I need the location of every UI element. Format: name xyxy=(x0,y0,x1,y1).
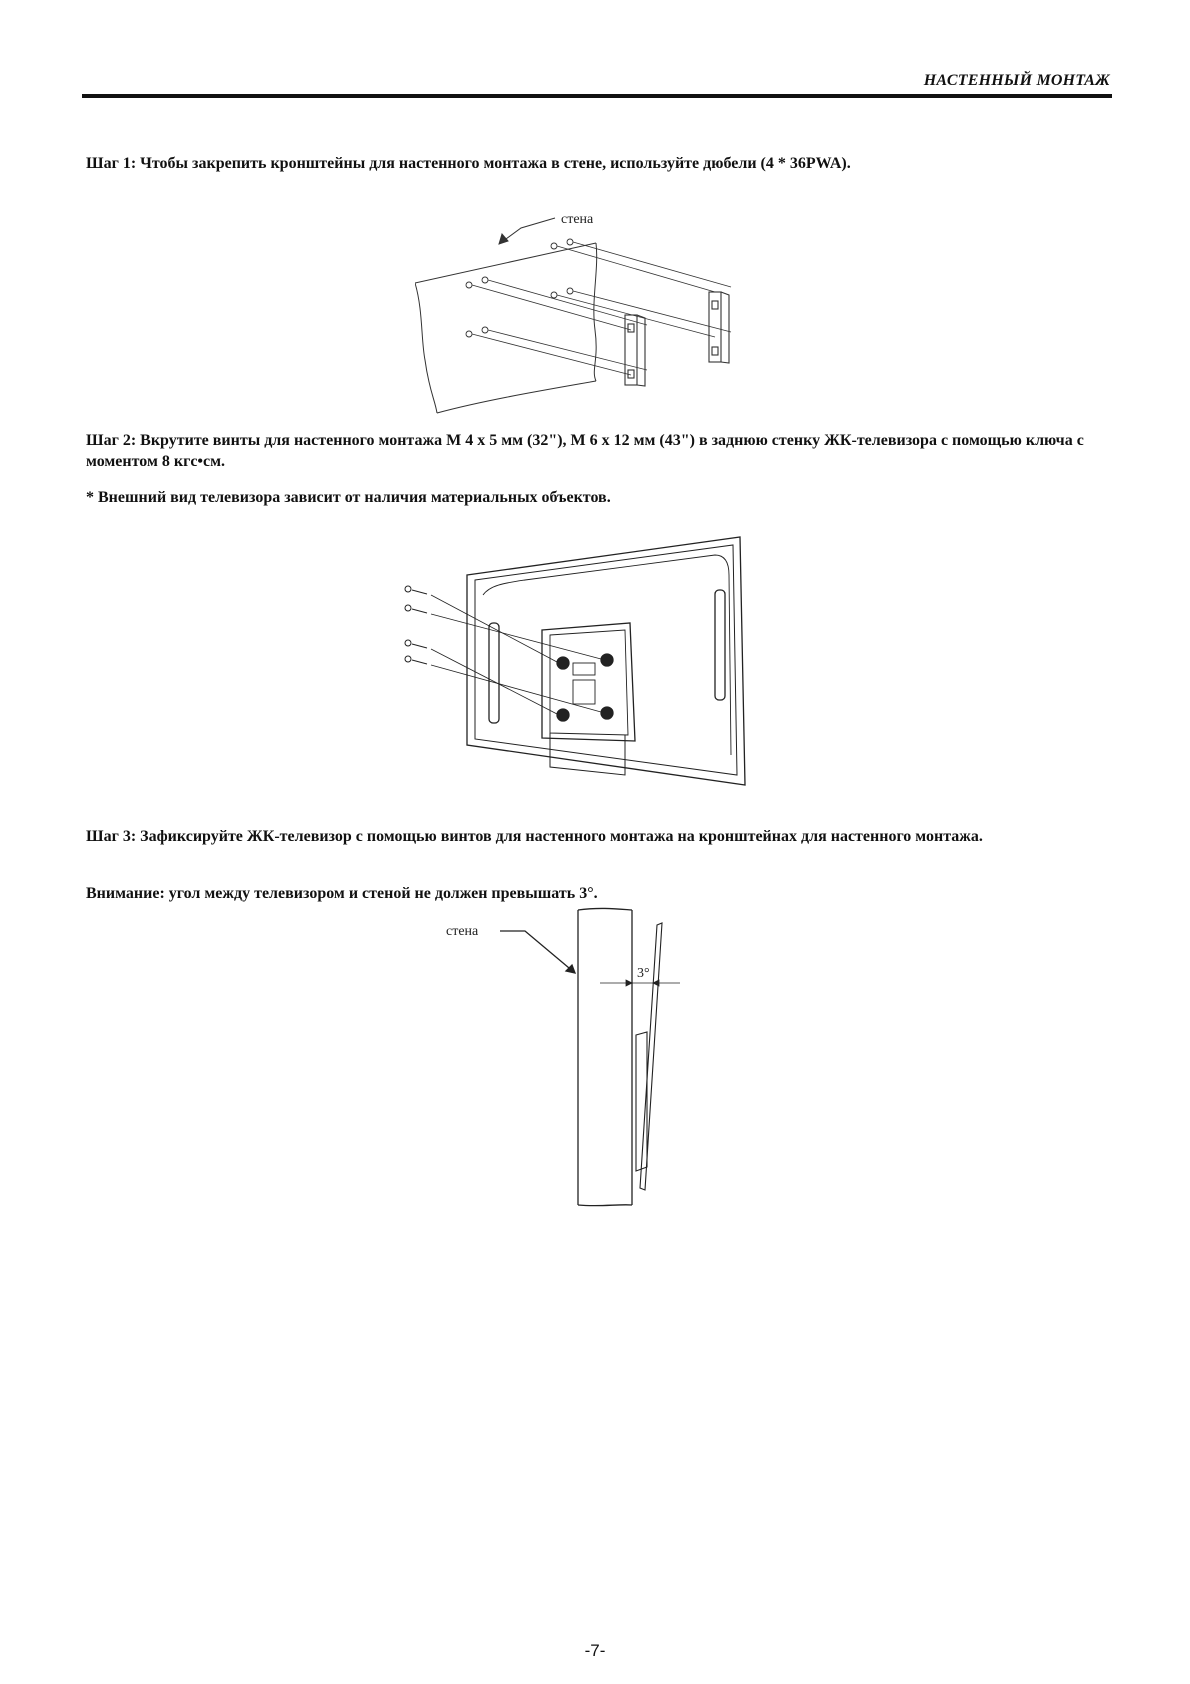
angle-warning: Внимание: угол между телевизором и стеной не должен превышать 3°. xyxy=(86,885,598,902)
wall-label-2: стена xyxy=(446,924,479,939)
header-rule xyxy=(82,94,1112,98)
step-1-text: Шаг 1: Чтобы закрепить кронштейны для настенного монтажа в стене, используйте дюбели (4 * 36PWA). xyxy=(86,155,851,172)
section-title: НАСТЕННЫЙ МОНТАЖ xyxy=(923,72,1110,89)
figure-tv-rear-screws xyxy=(395,535,755,800)
figure-side-angle xyxy=(440,905,690,1215)
step-3-text: Шаг 3: Зафиксируйте ЖК-телевизор с помощью винтов для настенного монтажа на кронштейнах для настенного монтажа. xyxy=(86,828,983,845)
angle-label: 3° xyxy=(637,966,650,981)
wall-label-1: стена xyxy=(561,212,594,227)
page-number: -7- xyxy=(584,1641,606,1660)
step-2-text: Шаг 2: Вкрутите винты для настенного монтажа M 4 x 5 мм (32"), M 6 x 12 мм (43") в заднюю стенку ЖК-телевизора с помощью ключа с моментом 8 кгс•см. xyxy=(86,432,1084,470)
figure-wall-brackets xyxy=(415,200,755,430)
appearance-note: * Внешний вид телевизора зависит от наличия материальных объектов. xyxy=(86,489,611,506)
